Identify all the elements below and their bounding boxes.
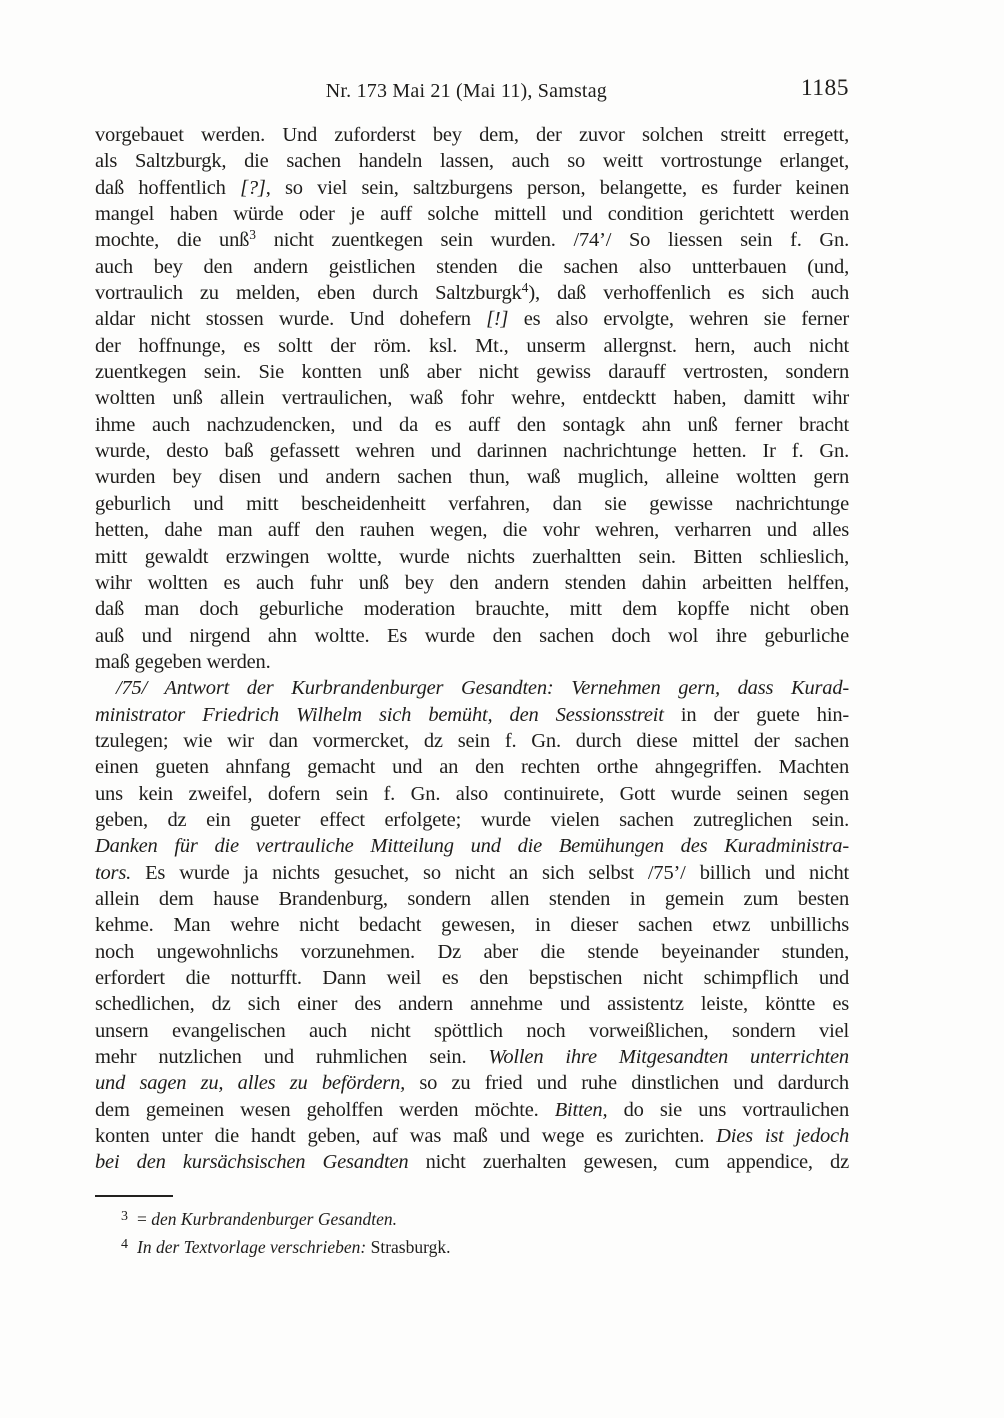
text-line	[95, 991, 849, 1017]
text-line	[95, 912, 849, 938]
text-segment: Es wurde ja nichts gesuchet, so nicht an sich selbst /75’/ billich und nicht	[131, 861, 849, 884]
text-segment: vortraulich zu melden, eben durch Saltzburgk	[95, 282, 522, 305]
text-segment: so zu fried und ruhe dinstlichen und dardurch	[405, 1072, 849, 1095]
footnotes-section	[95, 1195, 849, 1261]
text-line	[95, 333, 849, 359]
text-segment: vorgebauet werden. Und zuforderst bey dem, der zuvor solchen streitt erregett,	[95, 124, 849, 146]
text-segment: mitt gewaldt erzwingen woltte, wurde nichts zuerhaltten sein. Bitten schlieslich,	[95, 545, 849, 568]
text-segment: in der guete hin-	[663, 703, 849, 726]
text-segment: geben, dz ein gueter effect erfolgete; wurde vielen sachen zutreglichen sein.	[95, 808, 849, 831]
text-line	[95, 280, 849, 306]
text-segment: konten unter die handt geben, auf was maß und wege es zurichten.	[95, 1125, 717, 1148]
text-segment: tors.	[95, 861, 132, 884]
text-line	[95, 438, 849, 464]
text-segment: und sagen zu, alles zu befördern,	[95, 1072, 406, 1095]
text-segment: wihr woltten es auch fuhr unß bey den andern stenden dahin arbeitten helffen,	[95, 571, 849, 594]
text-segment: auch bey den andern geistlichen stenden die sachen also untterbauen (und,	[95, 255, 849, 278]
text-line	[95, 649, 849, 675]
text-segment: nicht zuentkegen sein wurden. /74’/ So liessen sein f. Gn.	[255, 229, 849, 252]
text-line	[95, 385, 849, 411]
text-line	[95, 175, 849, 201]
text-segment: =	[137, 1209, 152, 1229]
text-line	[95, 596, 849, 622]
text-line	[95, 359, 849, 385]
text-line	[95, 148, 849, 174]
footnote	[95, 1233, 849, 1261]
text-segment: auß und nirgend ahn woltte. Es wurde den sachen doch wol ihre geburliche	[95, 624, 849, 647]
text-segment: Strasburgk.	[366, 1237, 451, 1257]
text-line	[95, 728, 849, 754]
text-segment: [!]	[486, 308, 509, 331]
text-line	[95, 306, 849, 332]
text-segment: uns kein zweifel, dofern sein f. Gn. also continuirete, Gott wurde seinen segen	[95, 782, 849, 805]
text-segment: erfordert die notturfft. Dann weil es den bepstischen nicht schimpflich und	[95, 967, 849, 989]
text-line	[95, 807, 849, 833]
text-segment: der hoffnunge, es soltt der röm. ksl. Mt., unserm allergnst. hern, auch nicht	[95, 334, 849, 357]
text-segment: wurde, desto baß gefassett wehren und darinnen nachrichtunge hetten. Ir f. Gn.	[95, 440, 849, 463]
text-line	[95, 544, 849, 570]
footnote	[95, 1205, 849, 1233]
text-line	[95, 833, 849, 859]
text-line	[95, 464, 849, 490]
text-segment: mangel haben würde oder je auff solche mittell und condition gerichtett werden	[95, 203, 849, 226]
running-header	[95, 75, 849, 105]
text-segment: den Kurbrandenburger Gesandten.	[151, 1209, 398, 1229]
text-line	[95, 1097, 849, 1123]
text-segment: Bitten,	[554, 1098, 608, 1121]
footnote-separator	[95, 1195, 173, 1197]
text-line	[95, 254, 849, 280]
text-segment: kehme. Man wehre nicht bedacht gewesen, in dieser sachen etwz unbillichs	[95, 914, 849, 937]
text-segment: aldar nicht stossen wurde. Und dohefern	[95, 308, 487, 331]
text-segment: maß gegeben werden.	[95, 650, 271, 673]
text-line	[95, 517, 849, 543]
text-line	[95, 1044, 849, 1070]
text-segment: als Saltzburgk, die sachen handeln lassen, auch so weitt vortrostunge erlanget,	[95, 150, 849, 173]
text-segment: Dies ist jedoch	[716, 1125, 849, 1148]
text-line	[95, 754, 849, 780]
text-line	[95, 675, 849, 701]
text-line	[95, 860, 849, 886]
text-line	[95, 623, 849, 649]
page-number: 1185	[800, 75, 849, 101]
text-segment: , so viel sein, saltzburgens person, belangette, es furder keinen	[265, 176, 850, 199]
text-segment: daß hoffentlich	[95, 176, 241, 199]
text-segment: unsern evangelischen auch nicht spöttlich noch vorweißlichen, sondern viel	[95, 1019, 849, 1042]
footnote-marker: 3	[121, 1209, 128, 1224]
footnote-reference: 4	[521, 280, 529, 296]
footnote-reference: 3	[249, 227, 256, 243]
text-segment: mehr nutzlichen und ruhmlichen sein.	[95, 1046, 489, 1069]
text-segment: woltten unß allein vertraulichen, waß fohr wehre, entdecktt haben, damitt wihr	[95, 387, 849, 410]
text-segment: daß man doch geburliche moderation brauchte, mitt dem kopffe nicht oben	[95, 598, 849, 621]
text-segment: noch ungewohnlichs vorzunehmen. Dz aber die stende beyeinander stunden,	[95, 940, 849, 963]
text-segment: wurden bey disen und andern sachen thun, waß muglich, alleine woltten gern	[95, 466, 849, 489]
text-segment: Danken für die vertrauliche Mitteilung und die Bemühungen des Kuradministra-	[95, 835, 849, 858]
text-segment: tzulegen; wie wir dan vormercket, dz sein f. Gn. durch diese mittel der sachen	[95, 729, 849, 752]
text-segment: es also ervolgte, wehren sie ferner	[508, 308, 850, 331]
text-segment: bei den kursächsischen Gesandten	[95, 1151, 409, 1174]
text-line	[95, 965, 849, 991]
paragraph	[95, 122, 849, 675]
text-line	[95, 1018, 849, 1044]
text-segment: In der Textvorlage verschrieben:	[137, 1237, 367, 1257]
text-line	[95, 227, 849, 253]
text-block	[95, 122, 849, 1176]
text-line	[95, 412, 849, 438]
text-line	[95, 1123, 849, 1149]
text-line	[95, 702, 849, 728]
text-segment: schedlichen, dz sich einer des andern annehme und assistentz leiste, köntte es	[95, 993, 849, 1016]
text-line	[95, 570, 849, 596]
text-line	[95, 1149, 849, 1175]
running-header-title: Nr. 173 Mai 21 (Mai 11), Samstag	[325, 80, 607, 102]
paragraph	[95, 675, 849, 1176]
text-segment: nicht zuerhalten gewesen, cum appendice, dz	[408, 1151, 849, 1174]
text-segment: [?]	[240, 176, 266, 199]
text-segment: Wollen ihre Mitgesandten unterrichten	[488, 1046, 849, 1069]
text-segment: einen gueten ahnfang gemacht und an den rechten orthe ahngegriffen. Machten	[95, 756, 849, 779]
text-segment: ministrator Friedrich Wilhelm sich bemüht, den Sessionsstreit	[95, 703, 664, 726]
text-line	[95, 122, 849, 148]
text-segment: hetten, dahe man auff den rauhen wegen, die vohr wehren, verharren und alles	[95, 519, 849, 542]
text-line	[95, 886, 849, 912]
text-segment: ihme auch nachzudencken, und da es auff den sontagk ahn unß ferner bracht	[95, 413, 849, 436]
text-line	[95, 939, 849, 965]
text-segment: /75/ Antwort der Kurbrandenburger Gesandten: Vernehmen gern, dass Kurad-	[116, 677, 849, 700]
text-segment: mochte, die unß	[95, 229, 250, 252]
text-line	[95, 491, 849, 517]
text-line	[95, 201, 849, 227]
text-segment: do sie uns vortraulichen	[607, 1098, 849, 1121]
text-segment: ), daß verhoffenlich es sich auch	[528, 282, 849, 305]
text-segment: zuentkegen sein. Sie kontten unß aber nicht gewiss darauff vertrosten, sondern	[95, 361, 849, 384]
text-line	[95, 781, 849, 807]
footnote-marker: 4	[121, 1237, 128, 1252]
text-segment: allein dem hause Brandenburg, sondern allen stenden in gemein zum besten	[95, 887, 849, 910]
text-segment: dem gemeinen wesen geholffen werden möchte.	[95, 1098, 555, 1121]
text-line	[95, 1070, 849, 1096]
text-segment: geburlich und mitt bescheidenheitt verfahren, dan sie gewisse nachrichtunge	[95, 492, 849, 515]
